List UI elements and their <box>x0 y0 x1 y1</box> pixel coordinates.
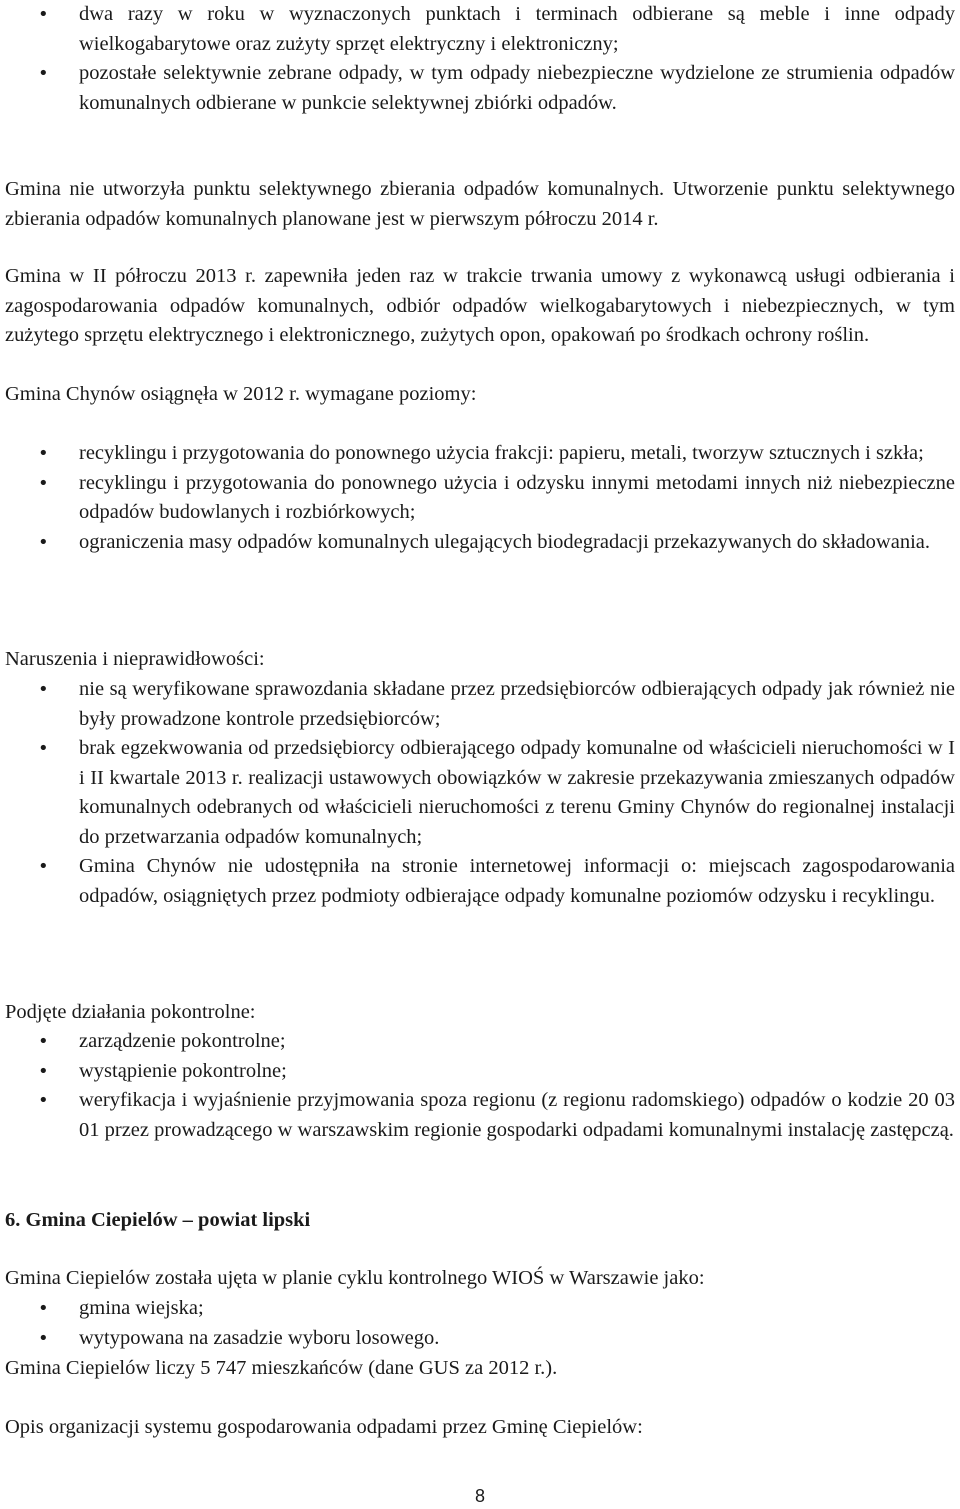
list-item: • wytypowana na zasadzie wyboru losowego. <box>5 1324 955 1354</box>
paragraph-violations: Naruszenia i nieprawidłowości: <box>5 648 265 670</box>
bullet-list-collection <box>5 0 955 118</box>
bullet-list-commune-type <box>5 1294 955 1353</box>
list-item: • zarządzenie pokontrolne; <box>5 1027 955 1057</box>
section-heading: 6. Gmina Ciepielów – powiat lipski <box>5 1209 311 1231</box>
list-item: • pozostałe selektywnie zebrane odpady, w tym odpady niebezpieczne wydzielone ze strumienia odpadów komunalnych odbierane w punkcie selektywnej zbiórki odpadów. <box>5 59 955 118</box>
bullet-list-violations <box>5 675 955 911</box>
list-item: • recyklingu i przygotowania do ponownego użycia frakcji: papieru, metali, tworzyw sztucznych i szkła; <box>5 439 955 469</box>
paragraph-population: Gmina Ciepielów liczy 5 747 mieszkańców (dane GUS za 2012 r.). <box>5 1357 558 1379</box>
paragraph-inspection-plan: Gmina Ciepielów została ujęta w planie cyklu kontrolnego WIOŚ w Warszawie jako: <box>5 1267 705 1289</box>
paragraph-second-half-2013: Gmina w II półroczu 2013 r. zapewniła jeden raz w trakcie trwania umowy z wykonawcą usługi odbierania i zagospodarowania odpadów komunalnych, odbiór odpadów wielkogabarytowych i niebezpiecznych, w tym zużytego sprzętu elektrycznego i elektronicznego, zużytych opon, opakowań po środkach ochrony roślin. <box>5 265 955 346</box>
paragraph-collection-point: Gmina nie utworzyła punktu selektywnego zbierania odpadów komunalnych. Utworzenie punktu selektywnego zbierania odpadów komunalnych planowane jest w pierwszym półroczu 2014 r. <box>5 178 955 230</box>
list-item: • wystąpienie pokontrolne; <box>5 1057 955 1087</box>
list-item: • brak egzekwowania od przedsiębiorcy odbierającego odpady komunalne od właścicieli nieruchomości w I i II kwartale 2013 r. realizacji ustawowych obowiązków w zakresie przekazywania zmieszanych odpadów komunalnych odebranych od właścicieli nieruchomości z terenu Gminy Chynów do regionalnej instalacji do przetwarzania odpadów komunalnych; <box>5 734 955 852</box>
paragraph-system-description: Opis organizacji systemu gospodarowania odpadami przez Gminę Ciepielów: <box>5 1416 643 1438</box>
list-item: • recyklingu i przygotowania do ponownego użycia i odzysku innymi metodami innych niż niebezpieczne odpadów budowlanych i rozbiórkowych; <box>5 469 955 528</box>
page-number: 8 <box>474 1486 485 1506</box>
list-item: • nie są weryfikowane sprawozdania składane przez przedsiębiorców odbierających odpady jak również nie były prowadzone kontrole przedsiębiorców; <box>5 675 955 734</box>
paragraph-required-levels: Gmina Chynów osiągnęła w 2012 r. wymagane poziomy: <box>5 383 477 405</box>
list-item: • Gmina Chynów nie udostępniła na stronie internetowej informacji o: miejscach zagospodarowania odpadów, osiągniętych przez podmioty odbierające odpady komunalne poziomów odzysku i recyklingu. <box>5 852 955 911</box>
bullet-list-levels <box>5 439 955 557</box>
paragraph-post-inspection: Podjęte działania pokontrolne: <box>5 1001 256 1023</box>
list-item: • weryfikacja i wyjaśnienie przyjmowania spoza regionu (z regionu radomskiego) odpadów o kodzie 20 03 01 przez prowadzącego w warszawskim regionie gospodarki odpadami komunalnymi instalację zastępczą. <box>5 1086 955 1145</box>
list-item: • dwa razy w roku w wyznaczonych punktach i terminach odbierane są meble i inne odpady wielkogabarytowe oraz zużyty sprzęt elektryczny i elektroniczny; <box>5 0 955 59</box>
list-item: • gmina wiejska; <box>5 1294 955 1324</box>
bullet-list-post-inspection <box>5 1027 955 1145</box>
list-item: • ograniczenia masy odpadów komunalnych ulegających biodegradacji przekazywanych do składowania. <box>5 528 955 558</box>
